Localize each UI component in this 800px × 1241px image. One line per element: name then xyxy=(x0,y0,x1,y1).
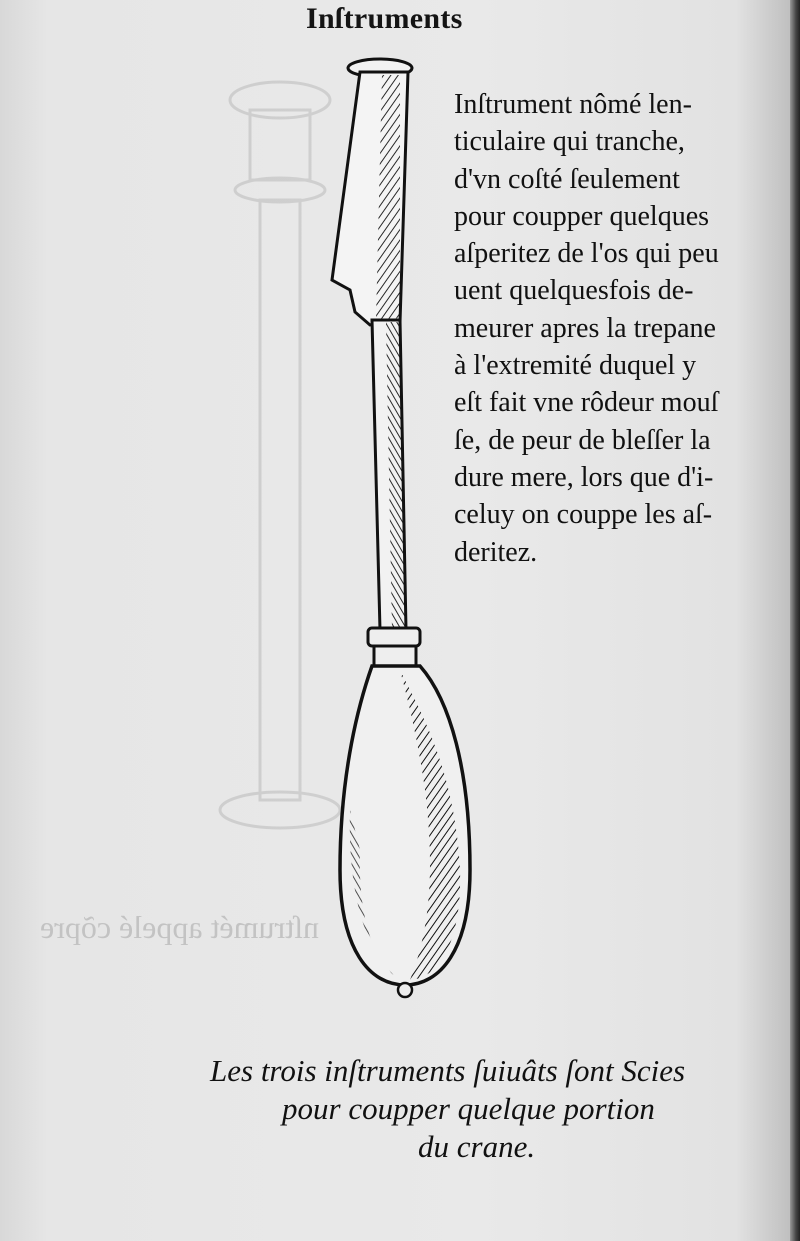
text-line: dure mere, lors que d'i- xyxy=(454,461,714,493)
caption-line: du crane. xyxy=(418,1129,536,1164)
caption xyxy=(170,1052,780,1166)
text-line: Inſtrument nômé len- xyxy=(454,89,692,120)
text-line: pour coupper quelques xyxy=(454,200,710,232)
text-line: celuy on couppe les aſ- xyxy=(454,499,713,531)
text-line: eſt fait vne rôdeur mouſ xyxy=(454,387,719,419)
caption-line: Les trois inſtruments ſuiuâts ſont Scies xyxy=(210,1053,686,1088)
text-line: uent quelquesfois de- xyxy=(454,275,694,307)
text-line: meurer apres la trepane xyxy=(454,312,716,344)
running-head: Inſtruments xyxy=(306,2,463,35)
text-line: d'vn coſté ſeulement xyxy=(454,163,680,195)
text-line: deritez. xyxy=(454,536,538,568)
text-line: ſe, de peur de bleſſer la xyxy=(454,424,711,456)
caption-line: pour coupper quelque portion xyxy=(282,1091,655,1126)
page-edge xyxy=(790,0,800,1241)
text-line: ticulaire qui tranche, xyxy=(454,126,685,158)
instrument-description xyxy=(454,86,774,571)
bleed-through-text: nſtrumét appelé cõpre xyxy=(40,909,319,945)
text-line: aſperitez de l'os qui peu xyxy=(454,238,719,270)
text-line: à l'extremité duquel y xyxy=(454,350,697,382)
